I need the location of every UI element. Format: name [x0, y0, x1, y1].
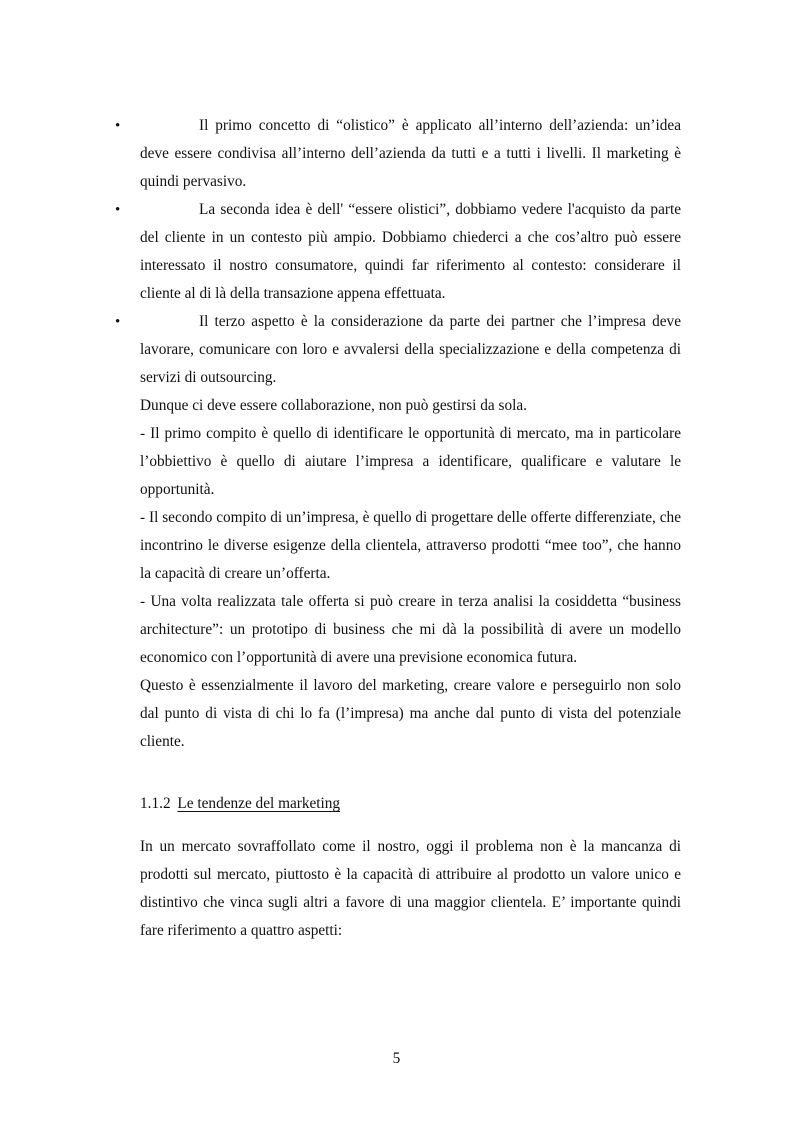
bullet-text: La seconda idea è dell' “essere olistici”, dobbiamo vedere l'acquisto da parte del cliente in un contesto più ampio. Dobbiamo chiederci a che cos’altro può essere interessato il nostro consumatore, quindi far riferimento al contesto: considerare il cliente al di là della transazione appena effettuata. — [140, 201, 681, 302]
page-content — [115, 112, 681, 945]
bullet-item-2 — [115, 196, 681, 308]
section-body: In un mercato sovraffollato come il nostro, oggi il problema non è la mancanza di prodotti sul mercato, piuttosto è la capacità di attribuire al prodotto un valore unico e distintivo che vinca sugli altri a favore di una maggior clientela. E’ importante quindi fare riferimento a quattro aspetti: — [140, 838, 681, 939]
bullet-text: Il terzo aspetto è la considerazione da parte dei partner che l’impresa deve lavorare, comunicare con loro e avvalersi della specializzazione e della competenza di servizi di outsourcing. — [140, 313, 681, 386]
paragraph-second-task: - Il secondo compito di un’impresa, è quello di progettare delle offerte differenziate, che incontrino le diverse esigenze della clientela, attraverso prodotti “mee too”, che hanno la capacità di creare un’offerta. — [140, 509, 681, 582]
paragraph-third-task: - Una volta realizzata tale offerta si può creare in terza analisi la cosiddetta “business architecture”: un prototipo di business che mi dà la possibilità di avere un modello economico con l’opportunità di avere una previsione economica futura. — [140, 593, 681, 666]
section-number: 1.1.2 — [140, 795, 171, 812]
bullet-icon: • — [115, 118, 121, 134]
section-title: Le tendenze del marketing — [177, 795, 341, 812]
bullet-icon: • — [115, 314, 121, 330]
bullet-text: Il primo concetto di “olistico” è applicato all’interno dell’azienda: un’idea deve essere condivisa all’interno dell’azienda da tutti e a tutti i livelli. Il marketing è quindi pervasivo. — [140, 117, 681, 190]
bullet-icon: • — [115, 202, 121, 218]
bullet-item-3 — [115, 308, 681, 392]
paragraph-collaboration: Dunque ci deve essere collaborazione, non può gestirsi da sola. — [140, 397, 527, 414]
section-heading — [140, 790, 681, 818]
paragraph-summary: Questo è essenzialmente il lavoro del marketing, creare valore e perseguirlo non solo dal punto di vista di chi lo fa (l’impresa) ma anche dal punto di vista del potenziale cliente. — [140, 677, 681, 750]
page-number: 5 — [392, 1050, 401, 1067]
bullet-item-1 — [115, 112, 681, 196]
paragraph-first-task: - Il primo compito è quello di identificare le opportunità di mercato, ma in particolare l’obbiettivo è quello di aiutare l’impresa a identificare, qualificare e valutare le opportunità. — [140, 425, 681, 498]
